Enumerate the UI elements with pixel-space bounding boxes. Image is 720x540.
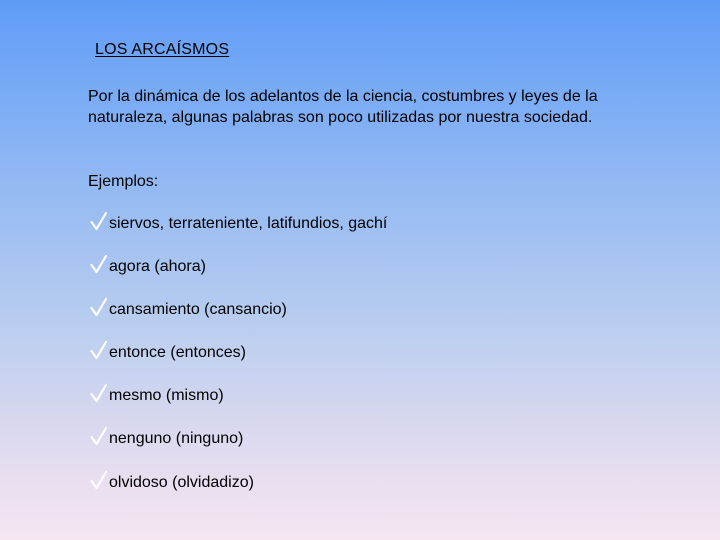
intro-paragraph: Por la dinámica de los adelantos de la ciencia, costumbres y leyes de la naturaleza, algunas palabras son poco utilizadas por nuestra sociedad. [88, 88, 598, 126]
list-item-text: nenguno (ninguno) [109, 430, 244, 447]
check-icon [90, 211, 107, 231]
list-item-text: entonce (entonces) [109, 344, 246, 361]
list-item-text: mesmo (mismo) [109, 387, 224, 404]
list-item [90, 386, 224, 406]
slide-title: LOS ARCAÍSMOS [95, 41, 230, 58]
list-item [90, 343, 246, 363]
list-item-text: agora (ahora) [109, 258, 206, 275]
list-item [90, 429, 243, 449]
list-item [90, 257, 206, 277]
list-item-text: olvidoso (olvidadizo) [109, 474, 254, 491]
list-item-text: cansamiento (cansancio) [109, 301, 287, 318]
check-icon [90, 383, 107, 403]
check-icon [90, 340, 107, 360]
examples-label: Ejemplos: [88, 173, 159, 190]
check-icon [90, 426, 107, 446]
list-item [90, 300, 287, 320]
list-item [90, 473, 254, 493]
check-icon [90, 254, 107, 274]
list-item [90, 214, 387, 234]
list-item-text: siervos, terrateniente, latifundios, gachí [109, 215, 388, 232]
check-icon [90, 470, 107, 490]
check-icon [90, 297, 107, 317]
